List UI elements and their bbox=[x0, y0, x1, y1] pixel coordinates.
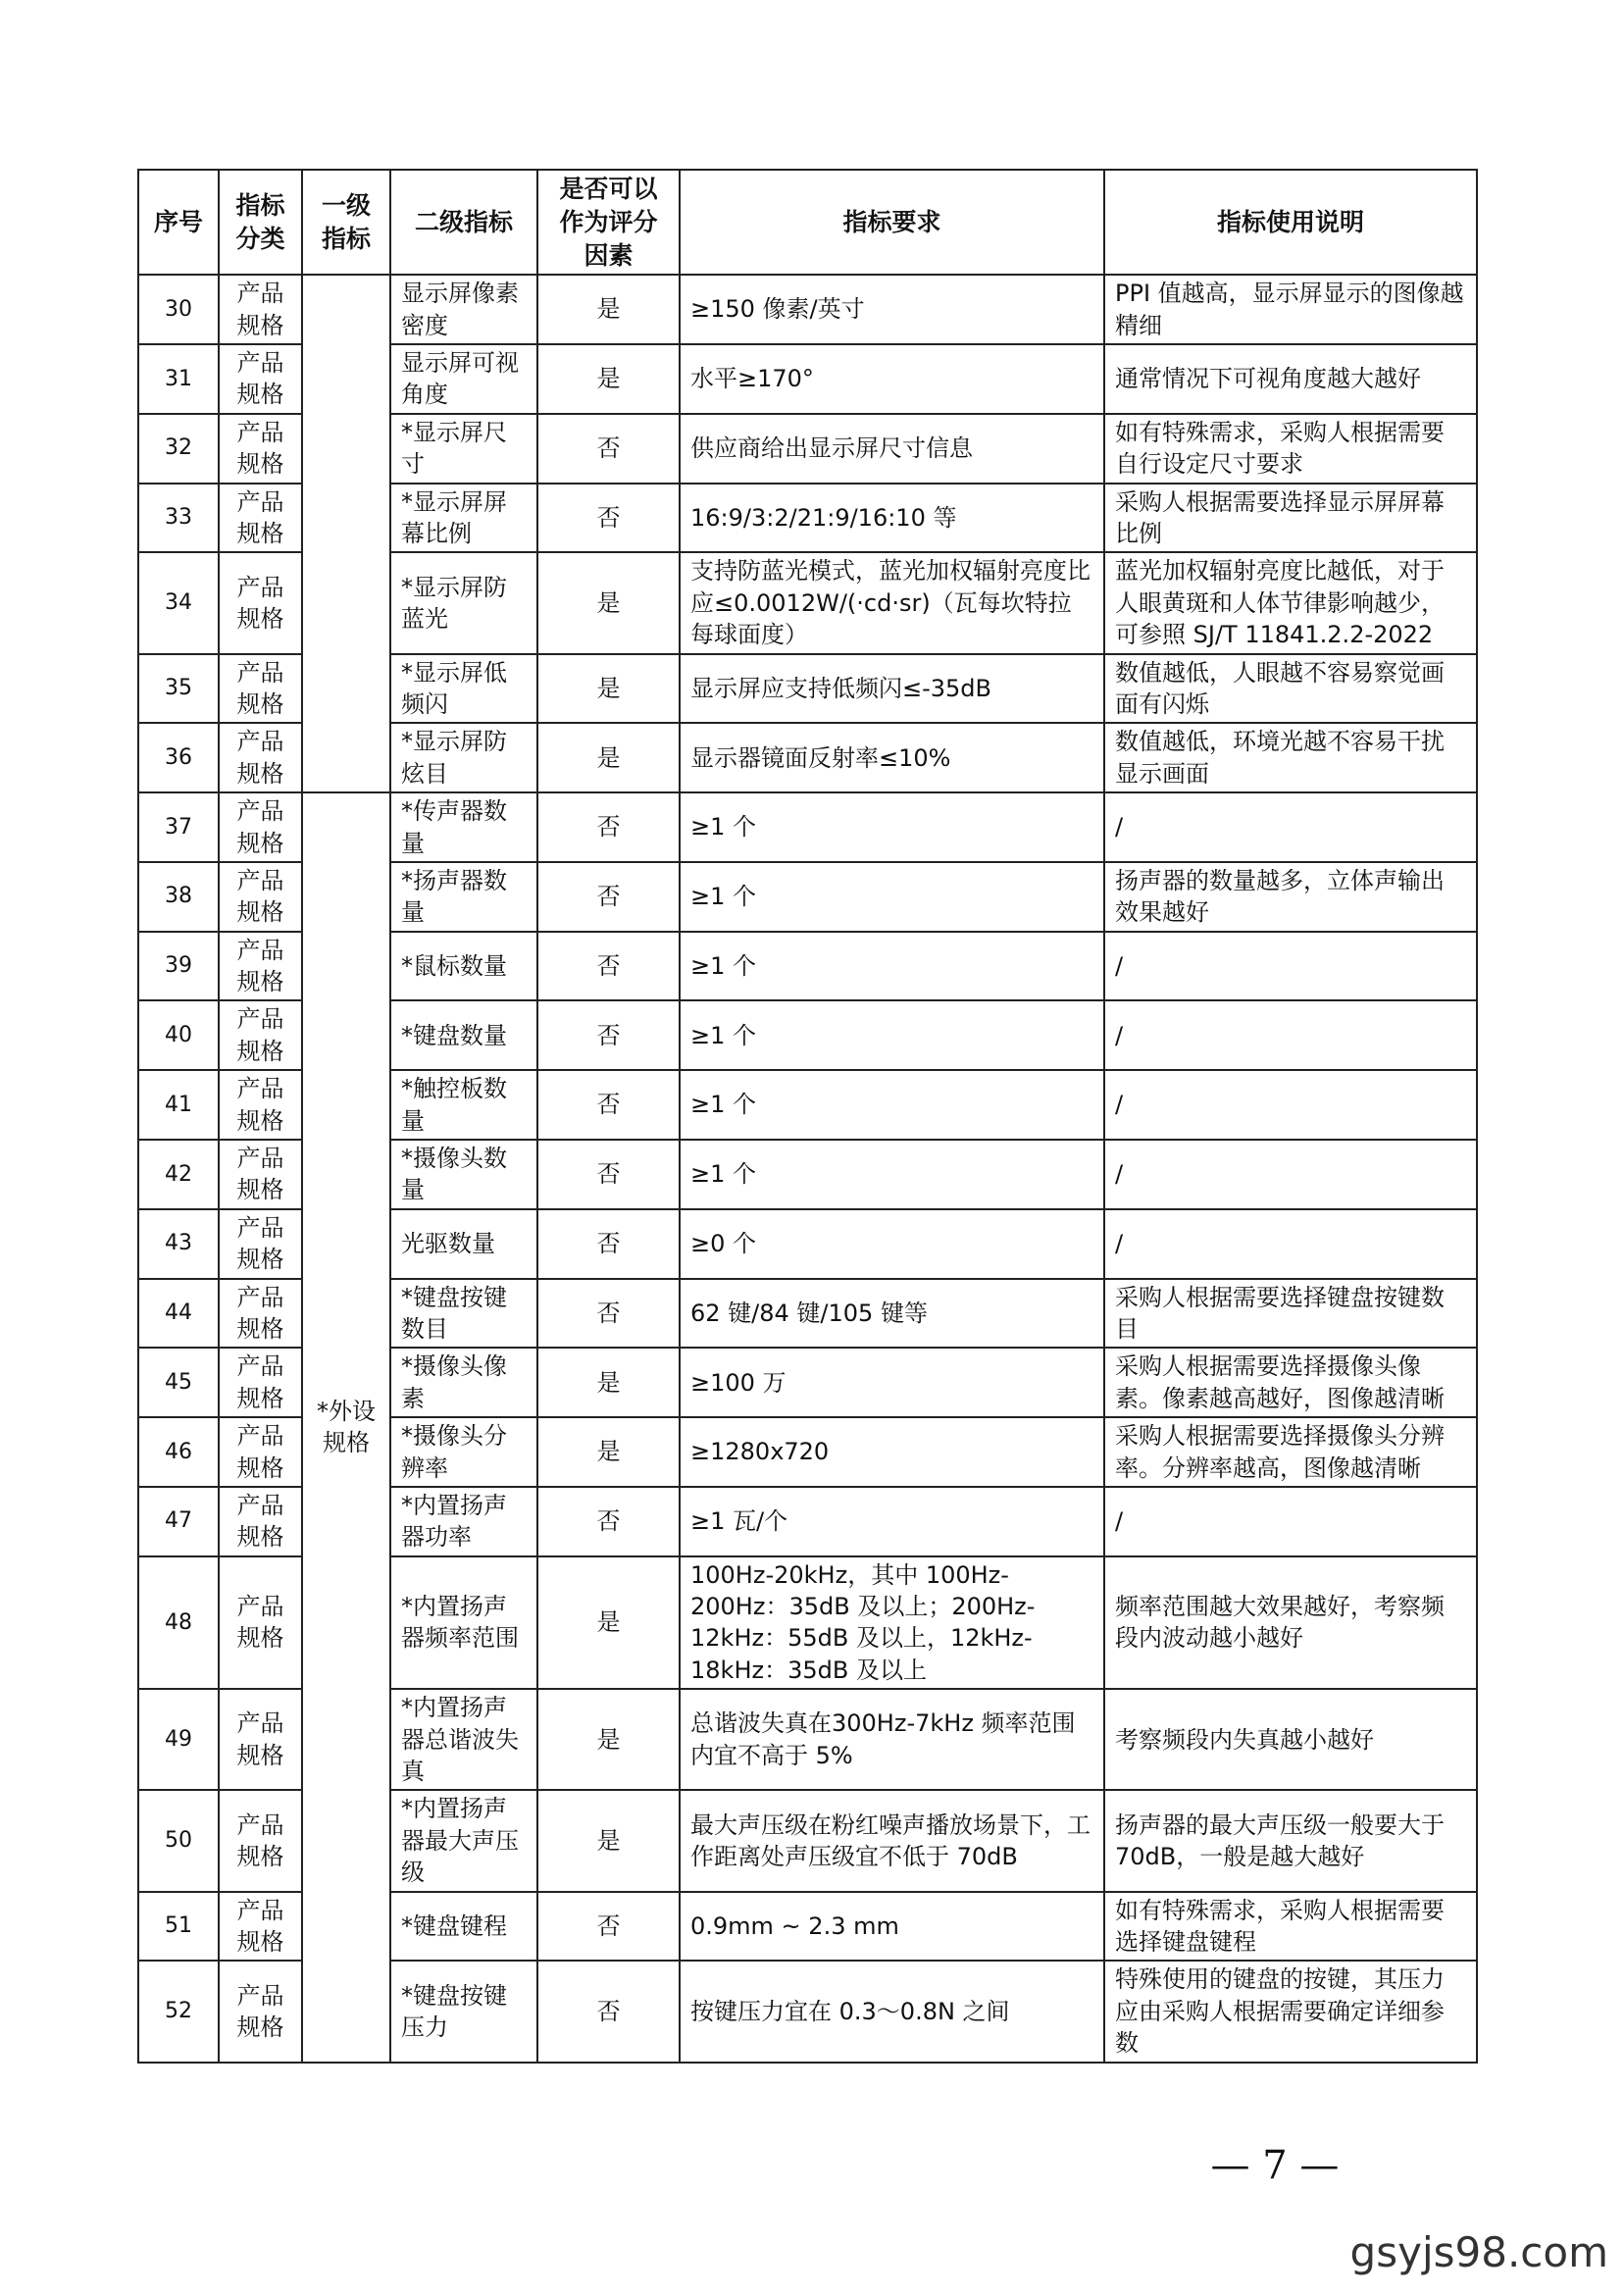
header-row bbox=[138, 170, 1477, 275]
usage-note-cell: 通常情况下可视角度越大越好 bbox=[1104, 344, 1477, 414]
level2-indicator-cell: *传声器数量 bbox=[390, 792, 537, 862]
requirement-cell: ≥150 像素/英寸 bbox=[680, 275, 1104, 344]
category-cell: 产品规格 bbox=[219, 654, 302, 724]
requirement-cell: ≥1 个 bbox=[680, 862, 1104, 932]
scoring-factor-cell: 否 bbox=[537, 1487, 680, 1556]
header-requirement: 指标要求 bbox=[680, 170, 1104, 275]
requirement-cell: 按键压力宜在 0.3～0.8N 之间 bbox=[680, 1961, 1104, 2062]
category-cell: 产品规格 bbox=[219, 344, 302, 414]
category-cell: 产品规格 bbox=[219, 932, 302, 1001]
scoring-factor-cell: 是 bbox=[537, 1417, 680, 1487]
serial-no-cell: 39 bbox=[138, 932, 219, 1001]
category-cell: 产品规格 bbox=[219, 1556, 302, 1690]
category-cell: 产品规格 bbox=[219, 1892, 302, 1962]
scoring-factor-cell: 是 bbox=[537, 552, 680, 653]
scoring-factor-cell: 是 bbox=[537, 275, 680, 344]
requirement-cell: ≥1 个 bbox=[680, 1070, 1104, 1140]
category-cell: 产品规格 bbox=[219, 1487, 302, 1556]
scoring-factor-cell: 否 bbox=[537, 1892, 680, 1962]
level2-indicator-cell: 显示屏像素密度 bbox=[390, 275, 537, 344]
category-cell: 产品规格 bbox=[219, 1689, 302, 1790]
usage-note-cell: 采购人根据需要选择摄像头分辨率。分辨率越高，图像越清晰 bbox=[1104, 1417, 1477, 1487]
usage-note-cell: / bbox=[1104, 932, 1477, 1001]
serial-no-cell: 46 bbox=[138, 1417, 219, 1487]
site-watermark: gsyjs98.com bbox=[1349, 2228, 1608, 2276]
level2-indicator-cell: *摄像头像素 bbox=[390, 1348, 537, 1417]
level1-empty-cell bbox=[302, 275, 390, 792]
usage-note-cell: 扬声器的最大声压级一般要大于 70dB，一般是越大越好 bbox=[1104, 1790, 1477, 1891]
usage-note-cell: / bbox=[1104, 1487, 1477, 1556]
scoring-factor-cell: 是 bbox=[537, 654, 680, 724]
header-level2-indicator: 二级指标 bbox=[390, 170, 537, 275]
usage-note-cell: / bbox=[1104, 1000, 1477, 1070]
serial-no-cell: 36 bbox=[138, 723, 219, 792]
scoring-factor-cell: 否 bbox=[537, 1209, 680, 1279]
level2-indicator-cell: *显示屏屏幕比例 bbox=[390, 484, 537, 553]
spec-table bbox=[137, 169, 1478, 2064]
serial-no-cell: 45 bbox=[138, 1348, 219, 1417]
scoring-factor-cell: 否 bbox=[537, 484, 680, 553]
requirement-cell: ≥1 个 bbox=[680, 1000, 1104, 1070]
level2-indicator-cell: *内置扬声器功率 bbox=[390, 1487, 537, 1556]
scoring-factor-cell: 是 bbox=[537, 1689, 680, 1790]
category-cell: 产品规格 bbox=[219, 1348, 302, 1417]
requirement-cell: 供应商给出显示屏尺寸信息 bbox=[680, 414, 1104, 484]
header-serial-no: 序号 bbox=[138, 170, 219, 275]
level2-indicator-cell: *扬声器数量 bbox=[390, 862, 537, 932]
category-cell: 产品规格 bbox=[219, 552, 302, 653]
level2-indicator-cell: *键盘数量 bbox=[390, 1000, 537, 1070]
category-cell: 产品规格 bbox=[219, 1209, 302, 1279]
usage-note-cell: 如有特殊需求，采购人根据需要自行设定尺寸要求 bbox=[1104, 414, 1477, 484]
header-level1-indicator: 一级指标 bbox=[302, 170, 390, 275]
level2-indicator-cell: *键盘按键数目 bbox=[390, 1279, 537, 1349]
serial-no-cell: 37 bbox=[138, 792, 219, 862]
usage-note-cell: 特殊使用的键盘的按键，其压力应由采购人根据需要确定详细参数 bbox=[1104, 1961, 1477, 2062]
category-cell: 产品规格 bbox=[219, 1279, 302, 1349]
scoring-factor-cell: 是 bbox=[537, 1556, 680, 1690]
serial-no-cell: 32 bbox=[138, 414, 219, 484]
requirement-cell: ≥1280x720 bbox=[680, 1417, 1104, 1487]
serial-no-cell: 41 bbox=[138, 1070, 219, 1140]
serial-no-cell: 31 bbox=[138, 344, 219, 414]
category-cell: 产品规格 bbox=[219, 1790, 302, 1891]
usage-note-cell: PPI 值越高，显示屏显示的图像越精细 bbox=[1104, 275, 1477, 344]
serial-no-cell: 48 bbox=[138, 1556, 219, 1690]
level1-group-cell: *外设规格 bbox=[302, 792, 390, 2062]
usage-note-cell: 数值越低，人眼越不容易察觉画面有闪烁 bbox=[1104, 654, 1477, 724]
serial-no-cell: 52 bbox=[138, 1961, 219, 2062]
scoring-factor-cell: 是 bbox=[537, 723, 680, 792]
usage-note-cell: 采购人根据需要选择摄像头像素。像素越高越好，图像越清晰 bbox=[1104, 1348, 1477, 1417]
category-cell: 产品规格 bbox=[219, 275, 302, 344]
level2-indicator-cell: *内置扬声器总谐波失真 bbox=[390, 1689, 537, 1790]
usage-note-cell: / bbox=[1104, 1209, 1477, 1279]
requirement-cell: 最大声压级在粉红噪声播放场景下，工作距离处声压级宜不低于 70dB bbox=[680, 1790, 1104, 1891]
category-cell: 产品规格 bbox=[219, 1140, 302, 1209]
scoring-factor-cell: 否 bbox=[537, 1070, 680, 1140]
scoring-factor-cell: 否 bbox=[537, 862, 680, 932]
scoring-factor-cell: 否 bbox=[537, 414, 680, 484]
serial-no-cell: 47 bbox=[138, 1487, 219, 1556]
requirement-cell: 显示屏应支持低频闪≤-35dB bbox=[680, 654, 1104, 724]
category-cell: 产品规格 bbox=[219, 1000, 302, 1070]
serial-no-cell: 34 bbox=[138, 552, 219, 653]
header-usage-note: 指标使用说明 bbox=[1104, 170, 1477, 275]
level2-indicator-cell: *键盘按键压力 bbox=[390, 1961, 537, 2062]
level2-indicator-cell: *显示屏尺寸 bbox=[390, 414, 537, 484]
requirement-cell: ≥1 个 bbox=[680, 932, 1104, 1001]
scoring-factor-cell: 否 bbox=[537, 1000, 680, 1070]
table-header bbox=[138, 170, 1477, 275]
level2-indicator-cell: *内置扬声器频率范围 bbox=[390, 1556, 537, 1690]
requirement-cell: 支持防蓝光模式，蓝光加权辐射亮度比应≤0.0012W/(·cd·sr)（瓦每坎特拉每球面度） bbox=[680, 552, 1104, 653]
category-cell: 产品规格 bbox=[219, 723, 302, 792]
requirement-cell: 显示器镜面反射率≤10% bbox=[680, 723, 1104, 792]
usage-note-cell: 蓝光加权辐射亮度比越低，对于人眼黄斑和人体节律影响越少，可参照 SJ/T 11841.2.2-2022 bbox=[1104, 552, 1477, 653]
header-scoring-factor: 是否可以作为评分因素 bbox=[537, 170, 680, 275]
level2-indicator-cell: *摄像头分辨率 bbox=[390, 1417, 537, 1487]
serial-no-cell: 43 bbox=[138, 1209, 219, 1279]
usage-note-cell: 采购人根据需要选择显示屏屏幕比例 bbox=[1104, 484, 1477, 553]
level2-indicator-cell: *摄像头数量 bbox=[390, 1140, 537, 1209]
requirement-cell: 100Hz-20kHz，其中 100Hz-200Hz：35dB 及以上；200Hz-12kHz：55dB 及以上，12kHz-18kHz：35dB 及以上 bbox=[680, 1556, 1104, 1690]
scoring-factor-cell: 是 bbox=[537, 1348, 680, 1417]
serial-no-cell: 38 bbox=[138, 862, 219, 932]
header-indicator-category: 指标分类 bbox=[219, 170, 302, 275]
usage-note-cell: 如有特殊需求，采购人根据需要选择键盘键程 bbox=[1104, 1892, 1477, 1962]
usage-note-cell: / bbox=[1104, 1140, 1477, 1209]
serial-no-cell: 35 bbox=[138, 654, 219, 724]
level2-indicator-cell: 光驱数量 bbox=[390, 1209, 537, 1279]
level2-indicator-cell: *触控板数量 bbox=[390, 1070, 537, 1140]
table-body bbox=[138, 275, 1477, 2062]
usage-note-cell: 数值越低，环境光越不容易干扰显示画面 bbox=[1104, 723, 1477, 792]
requirement-cell: ≥100 万 bbox=[680, 1348, 1104, 1417]
usage-note-cell: 考察频段内失真越小越好 bbox=[1104, 1689, 1477, 1790]
serial-no-cell: 44 bbox=[138, 1279, 219, 1349]
category-cell: 产品规格 bbox=[219, 1417, 302, 1487]
level2-indicator-cell: *显示屏防蓝光 bbox=[390, 552, 537, 653]
requirement-cell: ≥0 个 bbox=[680, 1209, 1104, 1279]
usage-note-cell: / bbox=[1104, 792, 1477, 862]
category-cell: 产品规格 bbox=[219, 414, 302, 484]
scoring-factor-cell: 是 bbox=[537, 1790, 680, 1891]
page-number: — 7 — bbox=[1210, 2143, 1340, 2188]
serial-no-cell: 51 bbox=[138, 1892, 219, 1962]
serial-no-cell: 40 bbox=[138, 1000, 219, 1070]
scoring-factor-cell: 否 bbox=[537, 792, 680, 862]
scoring-factor-cell: 否 bbox=[537, 1961, 680, 2062]
usage-note-cell: 采购人根据需要选择键盘按键数目 bbox=[1104, 1279, 1477, 1349]
level2-indicator-cell: 显示屏可视角度 bbox=[390, 344, 537, 414]
level2-indicator-cell: *显示屏防炫目 bbox=[390, 723, 537, 792]
scoring-factor-cell: 否 bbox=[537, 1279, 680, 1349]
requirement-cell: 0.9mm ~ 2.3 mm bbox=[680, 1892, 1104, 1962]
usage-note-cell: 频率范围越大效果越好，考察频段内波动越小越好 bbox=[1104, 1556, 1477, 1690]
requirement-cell: ≥1 个 bbox=[680, 792, 1104, 862]
level2-indicator-cell: *显示屏低频闪 bbox=[390, 654, 537, 724]
table-row bbox=[138, 275, 1477, 344]
scoring-factor-cell: 是 bbox=[537, 344, 680, 414]
scoring-factor-cell: 否 bbox=[537, 932, 680, 1001]
category-cell: 产品规格 bbox=[219, 1961, 302, 2062]
requirement-cell: 总谐波失真在300Hz-7kHz 频率范围内宜不高于 5% bbox=[680, 1689, 1104, 1790]
requirement-cell: 62 键/84 键/105 键等 bbox=[680, 1279, 1104, 1349]
serial-no-cell: 30 bbox=[138, 275, 219, 344]
requirement-cell: ≥1 瓦/个 bbox=[680, 1487, 1104, 1556]
level2-indicator-cell: *内置扬声器最大声压级 bbox=[390, 1790, 537, 1891]
level2-indicator-cell: *键盘键程 bbox=[390, 1892, 537, 1962]
serial-no-cell: 49 bbox=[138, 1689, 219, 1790]
usage-note-cell: / bbox=[1104, 1070, 1477, 1140]
level2-indicator-cell: *鼠标数量 bbox=[390, 932, 537, 1001]
category-cell: 产品规格 bbox=[219, 1070, 302, 1140]
category-cell: 产品规格 bbox=[219, 862, 302, 932]
requirement-cell: 16:9/3:2/21:9/16:10 等 bbox=[680, 484, 1104, 553]
serial-no-cell: 33 bbox=[138, 484, 219, 553]
table-row bbox=[138, 792, 1477, 862]
requirement-cell: ≥1 个 bbox=[680, 1140, 1104, 1209]
category-cell: 产品规格 bbox=[219, 484, 302, 553]
requirement-cell: 水平≥170° bbox=[680, 344, 1104, 414]
scoring-factor-cell: 否 bbox=[537, 1140, 680, 1209]
category-cell: 产品规格 bbox=[219, 792, 302, 862]
serial-no-cell: 50 bbox=[138, 1790, 219, 1891]
serial-no-cell: 42 bbox=[138, 1140, 219, 1209]
usage-note-cell: 扬声器的数量越多，立体声输出效果越好 bbox=[1104, 862, 1477, 932]
